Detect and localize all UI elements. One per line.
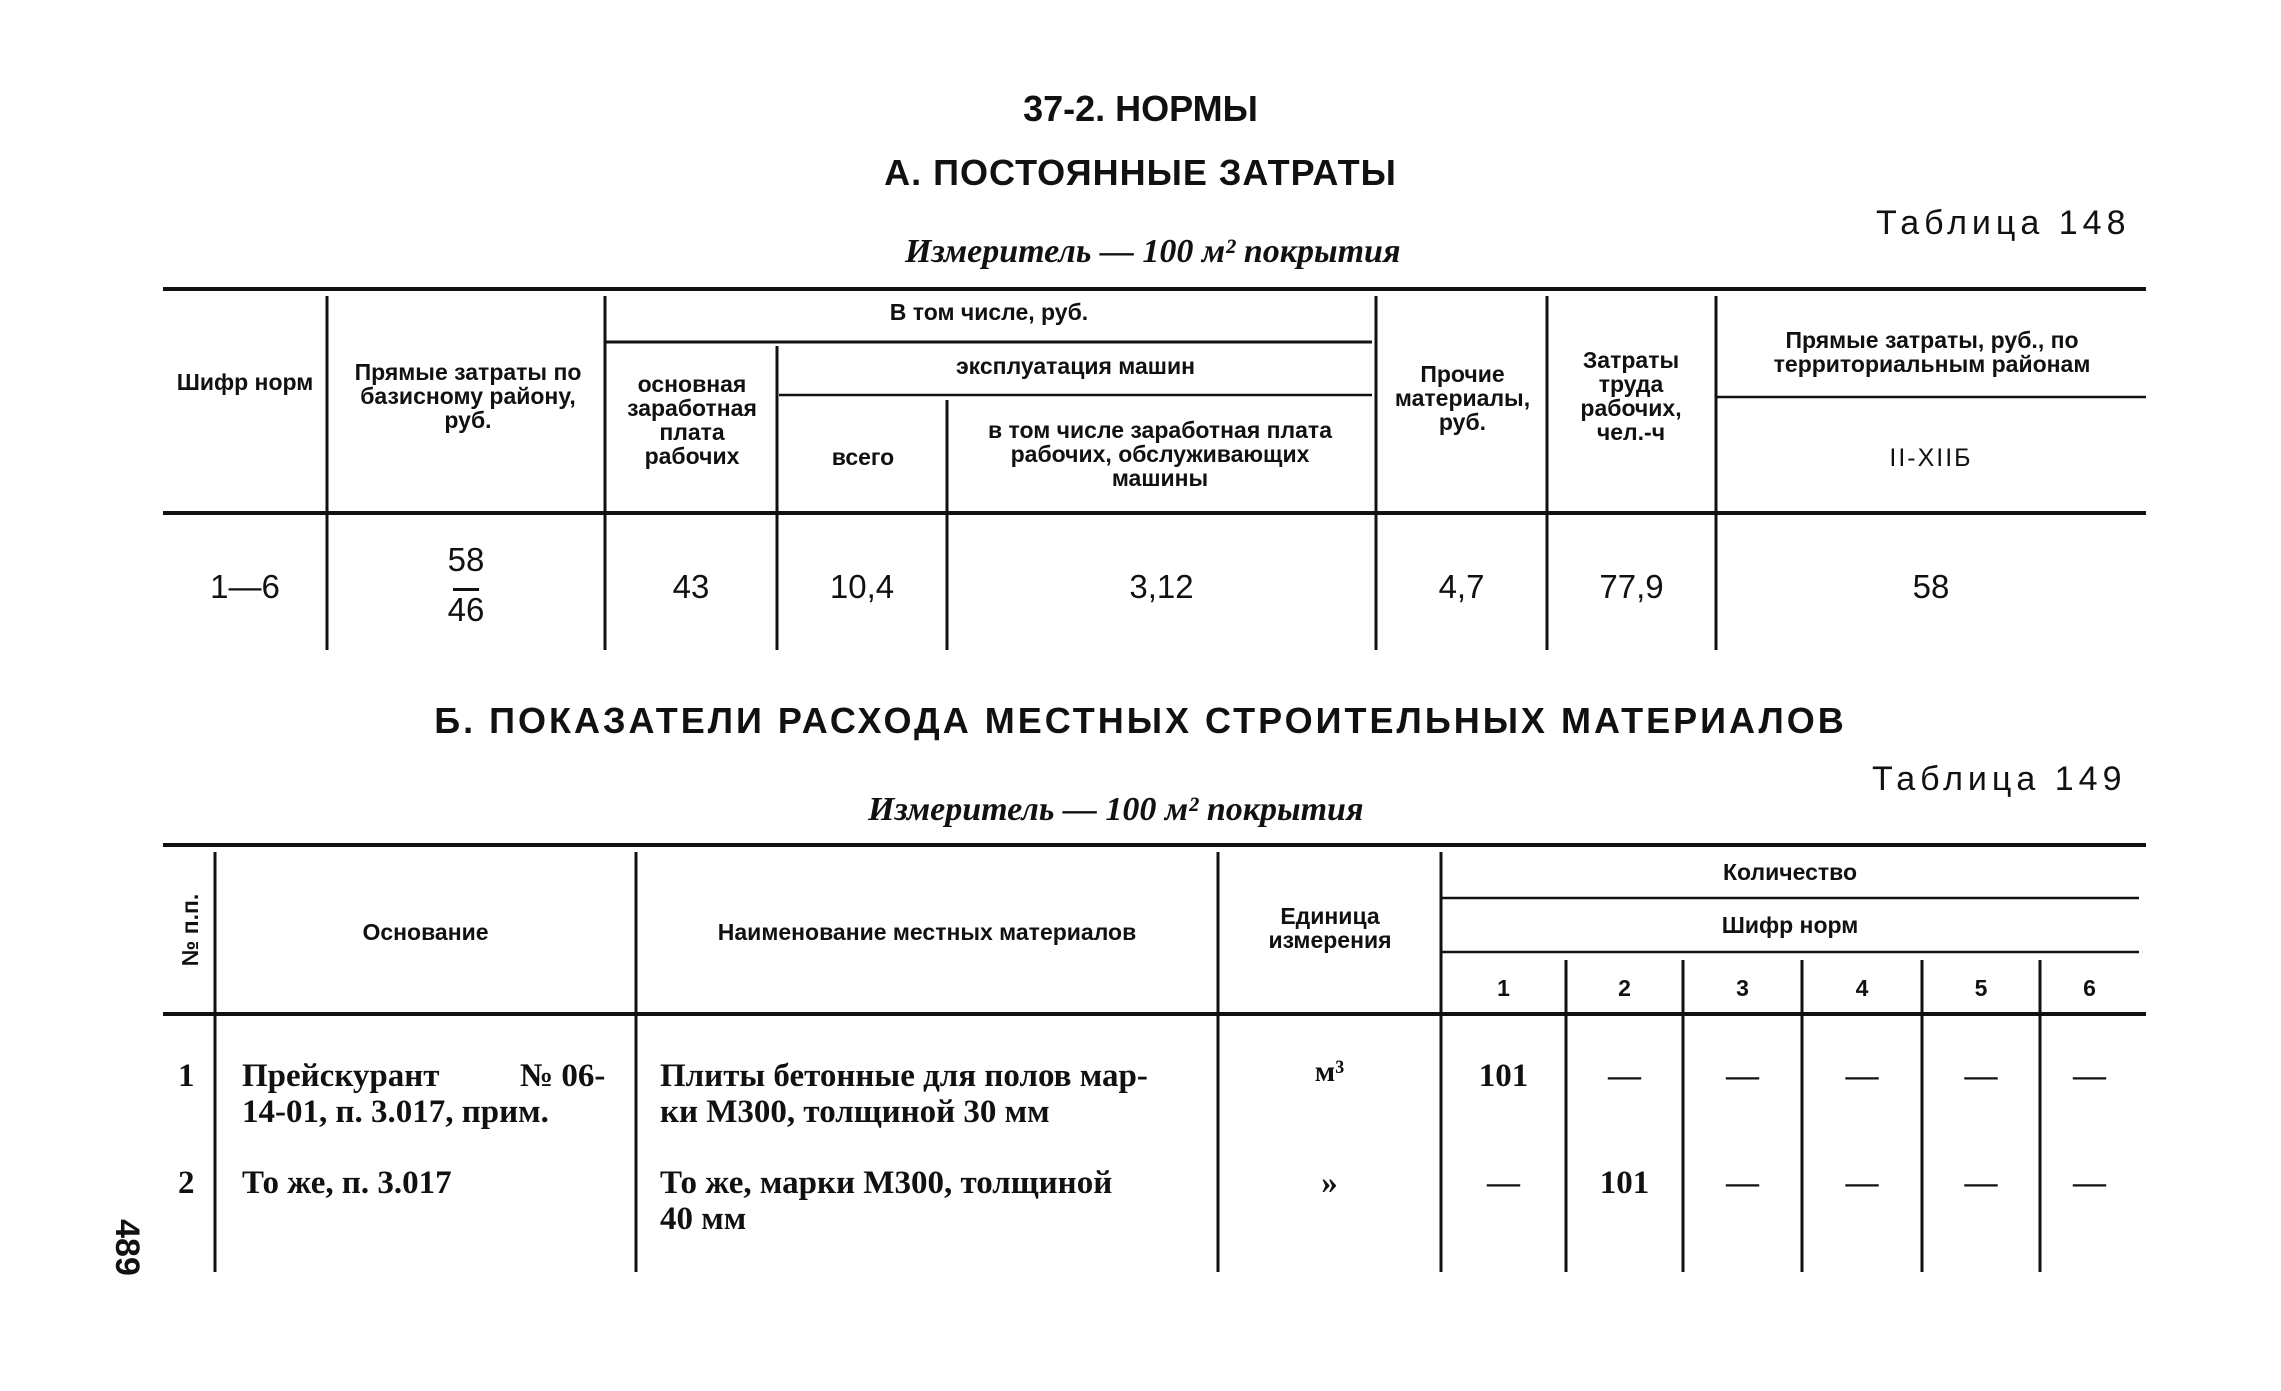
t149-header-name: Наименование местных материалов [717,919,1137,945]
t149-row2-v1: — [1487,1165,1520,1201]
t148-region-value: 58 [1912,568,1950,605]
t148-header-including: В том числе, руб. [889,299,1089,325]
t149-row1-basis-b: № 06- [520,1058,606,1094]
t148-direct-top: 58 [447,541,485,578]
t149-row2-basis-a: То же, п. 3.017 [242,1165,452,1201]
table-148-number: Таблица 148 [1876,204,2131,242]
t149-row1-v3: — [1726,1058,1759,1094]
t149-row2-num: 2 [178,1165,195,1201]
t149-row1-v5: — [1964,1058,1998,1094]
t148-header-direct-regions: Прямые затраты, руб., по территориальным районам [1773,327,2091,377]
t149-header-basis: Основание [362,919,489,945]
t148-header-other-materials: Прочие материалы, руб. [1394,361,1531,435]
t148-other-materials: 4,7 [1438,568,1485,605]
t149-header-quantity: Количество [1722,859,1858,885]
t149-col-6: 6 [2083,975,2096,1001]
t149-row1-v2: — [1608,1058,1641,1094]
t148-header-region: II-XIIБ [1889,444,1973,472]
t148-header-direct-base: Прямые затраты по базисному району, руб. [354,359,582,433]
t148-machines-total: 10,4 [829,568,895,605]
table-149-measure: Измеритель — 100 м² покрытия [868,791,1364,828]
t148-wages: 43 [672,568,710,605]
t148-header-wages: основная заработная плата рабочих [627,371,757,469]
t148-header-machines-wages: в том числе заработная плата рабочих, обслуживающих машины [988,417,1332,491]
t149-row2-v5: — [1964,1165,1998,1201]
t149-row1-basis-l2: 14-01, п. 3.017, прим. [242,1094,549,1130]
page-number: 489 [107,1219,146,1276]
t148-header-machines: эксплуатация машин [955,353,1196,379]
section-title: 37-2. НОРМЫ [1023,88,1258,129]
t149-row2-name-l2: 40 мм [660,1201,747,1237]
part-a-title: А. ПОСТОЯННЫЕ ЗАТРАТЫ [884,152,1397,193]
t149-col-5: 5 [1974,975,1988,1001]
t148-header-code: Шифр норм [176,369,314,395]
t149-header-num: № п.п. [177,893,203,967]
t149-row2-v4: — [1845,1165,1879,1201]
t149-row1-num: 1 [178,1058,195,1094]
t148-header-machines-total: всего [831,444,895,470]
table-148-measure: Измеритель — 100 м² покрытия [905,233,1401,270]
t148-header-labor: Затраты труда рабочих, чел.-ч [1580,347,1682,445]
t149-row2-v2: 101 [1599,1165,1650,1201]
t148-machines-wages: 3,12 [1129,568,1194,605]
t149-col-1: 1 [1497,975,1510,1001]
t149-col-4: 4 [1855,975,1869,1001]
t148-direct-bottom: 46 [447,591,485,628]
t149-row1-name-l2: ки М300, толщиной 30 мм [660,1094,1050,1130]
t149-header-unit: Единица измерения [1268,903,1392,953]
t148-labor: 77,9 [1599,568,1664,605]
part-b-title: Б. ПОКАЗАТЕЛИ РАСХОДА МЕСТНЫХ СТРОИТЕЛЬНЫХ МАТЕРИАЛОВ [434,700,1847,741]
t149-row2-unit: » [1321,1165,1338,1201]
t149-row2-v6: — [2073,1165,2106,1201]
t149-row1-unit: м³ [1314,1055,1345,1088]
t149-row1-name-l1: Плиты бетонные для полов мар- [660,1058,1148,1094]
table-149-number: Таблица 149 [1872,760,2127,798]
t149-row2-name-l1: То же, марки М300, толщиной [660,1165,1113,1201]
t149-row1-basis-a: Прейскурант [242,1058,440,1094]
t149-row1-v6: — [2073,1058,2106,1094]
t149-col-3: 3 [1736,975,1749,1001]
t149-row1-v1: 101 [1478,1058,1529,1094]
t149-header-codes: Шифр норм [1721,912,1859,938]
t149-col-2: 2 [1618,975,1631,1001]
t149-row1-v4: — [1845,1058,1879,1094]
t148-code: 1—6 [210,568,280,605]
t149-row2-v3: — [1726,1165,1759,1201]
